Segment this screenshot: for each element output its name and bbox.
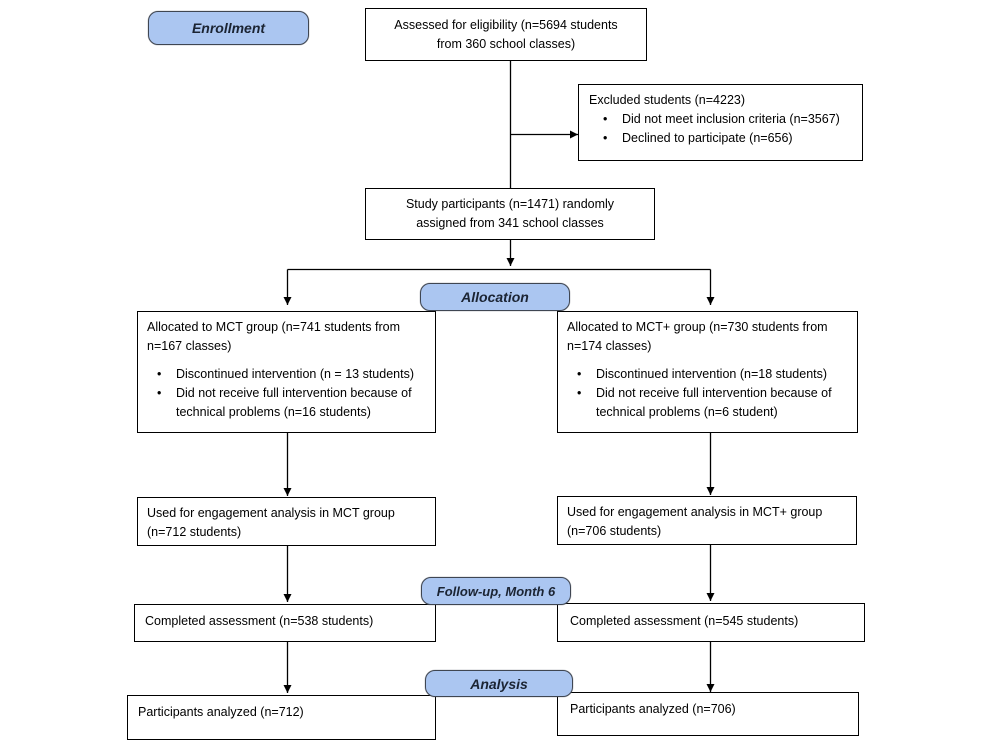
bullet-item (567, 384, 851, 422)
allocation-label-text: Allocation (461, 289, 529, 305)
bullet-text: • Did not receive full intervention because of (596, 386, 832, 400)
box-text-line: Participants analyzed (n=706) (570, 702, 736, 716)
box-text-line: Completed assessment (n=545 students) (570, 614, 799, 628)
enrollment-label-text: Enrollment (191, 20, 266, 36)
box-text-line: Participants analyzed (n=712) (138, 705, 304, 719)
box-text-line: n=174 classes) (567, 339, 652, 353)
bullet-item (147, 365, 429, 384)
bullet-item (567, 365, 851, 384)
bullet-item (147, 384, 429, 422)
enrollment-label (148, 11, 309, 45)
excluded-box (578, 84, 863, 161)
analyzed-mct-plus-box (557, 692, 859, 736)
followup-label-text: Follow-up, Month 6 (436, 583, 556, 599)
box-text-line: Assessed for eligibility (n=5694 students (394, 17, 618, 32)
box-text-line: Allocated to MCT group (n=741 students from (147, 320, 401, 334)
box-text-line: Used for engagement analysis in MCT group (147, 506, 395, 520)
completed-mct-box (134, 604, 436, 642)
bullet-text: • Discontinued intervention (n=18 students) (596, 367, 828, 381)
box-text-line: (n=706 students) (567, 524, 662, 538)
analysis-label-text: Analysis (470, 675, 528, 692)
box-text-line: assigned from 341 school classes (416, 216, 604, 230)
bullet-list (147, 365, 429, 422)
excluded-title: Excluded students (n=4223) (589, 93, 746, 107)
bullet-text: • Declined to participate (n=656) (622, 131, 793, 145)
randomized-box (365, 188, 655, 240)
allocated-mct-plus-box (557, 311, 858, 433)
analysis-label (425, 670, 573, 697)
box-text-line: Study participants (n=1471) randomly (405, 197, 615, 211)
bullet-text: technical problems (n=16 students) (176, 405, 371, 419)
box-text-line: Completed assessment (n=538 students) (145, 614, 374, 628)
engagement-mct-box (137, 497, 436, 546)
allocation-label (420, 283, 570, 311)
bullet-item (589, 110, 856, 129)
engagement-mct-plus-box (557, 496, 857, 545)
box-text-line: Used for engagement analysis in MCT+ group (567, 505, 823, 519)
box-text-line: (n=712 students) (147, 525, 242, 539)
bullet-text: technical problems (n=6 student) (596, 405, 778, 419)
analyzed-mct-box (127, 695, 436, 740)
bullet-text: • Did not meet inclusion criteria (n=3567) (622, 112, 840, 126)
box-text-line: Allocated to MCT+ group (n=730 students from (567, 320, 828, 334)
allocated-mct-box (137, 311, 436, 433)
bullet-text: • Discontinued intervention (n = 13 students) (176, 367, 414, 381)
followup-label (421, 577, 571, 605)
bullet-list (567, 365, 851, 422)
box-text-line: n=167 classes) (147, 339, 232, 353)
bullet-text: • Did not receive full intervention because of (176, 386, 412, 400)
completed-mct-plus-box (557, 603, 865, 642)
assessed-eligibility-box (365, 8, 647, 61)
box-text-line: from 360 school classes) (436, 36, 576, 51)
bullet-item (589, 129, 856, 148)
